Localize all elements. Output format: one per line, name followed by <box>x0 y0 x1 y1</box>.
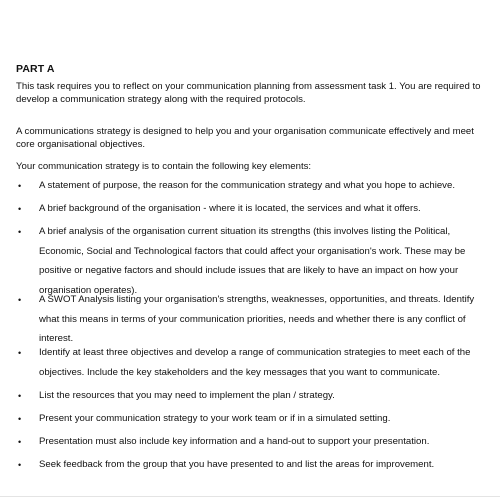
elements-lead-text: Your communication strategy is to contain the following key elements: <box>16 161 312 172</box>
bullet-icon: • <box>18 348 22 358</box>
list-item-text: Identify at least three objectives and develop a range of communication strategies to meet each of the objectives. Include the key stakeholders and the key messages that you want to communicate. <box>39 347 471 378</box>
bullet-icon: • <box>18 437 22 447</box>
list-item-text: Presentation must also include key information and a hand-out to support your presentation. <box>39 436 430 447</box>
bullet-icon: • <box>18 414 22 424</box>
list-item-text: List the resources that you may need to implement the plan / strategy. <box>39 390 335 401</box>
list-item-text: A statement of purpose, the reason for the communication strategy and what you hope to achieve. <box>39 180 455 191</box>
list-item-text: A brief background of the organisation - where it is located, the services and what it offers. <box>39 203 421 214</box>
page-bottom-divider <box>0 496 500 497</box>
bullet-icon: • <box>18 204 22 214</box>
list-item-text: A SWOT Analysis listing your organisation's strengths, weaknesses, opportunities, and threats. Identify what this means in terms of your communication priorities, needs and whether there is any conflict of interest. <box>39 294 475 345</box>
intro-paragraph: This task requires you to reflect on your communication planning from assessment task 1. You are required to develop a communication strategy along with the required protocols. <box>16 81 481 105</box>
list-item-text: Present your communication strategy to your work team or if in a simulated setting. <box>39 413 391 424</box>
bullet-icon: • <box>18 391 22 401</box>
list-item-text: A brief analysis of the organisation current situation its strengths (this involves listing the Political, Economic, Social and Technological factors that could affect your organisation's work. These may be positive or negative factors and should include issues that are likely to have an impact on how your organisation operates). <box>39 226 466 296</box>
strategy-definition-paragraph: A communications strategy is designed to help you and your organisation communicate effectively and meet core organisational objectives. <box>16 126 474 150</box>
section-heading: PART A <box>16 63 55 75</box>
bullet-icon: • <box>18 181 22 191</box>
bullet-icon: • <box>18 227 22 237</box>
bullet-icon: • <box>18 295 22 305</box>
list-item-text: Seek feedback from the group that you have presented to and list the areas for improvement. <box>39 459 435 470</box>
bullet-icon: • <box>18 460 22 470</box>
